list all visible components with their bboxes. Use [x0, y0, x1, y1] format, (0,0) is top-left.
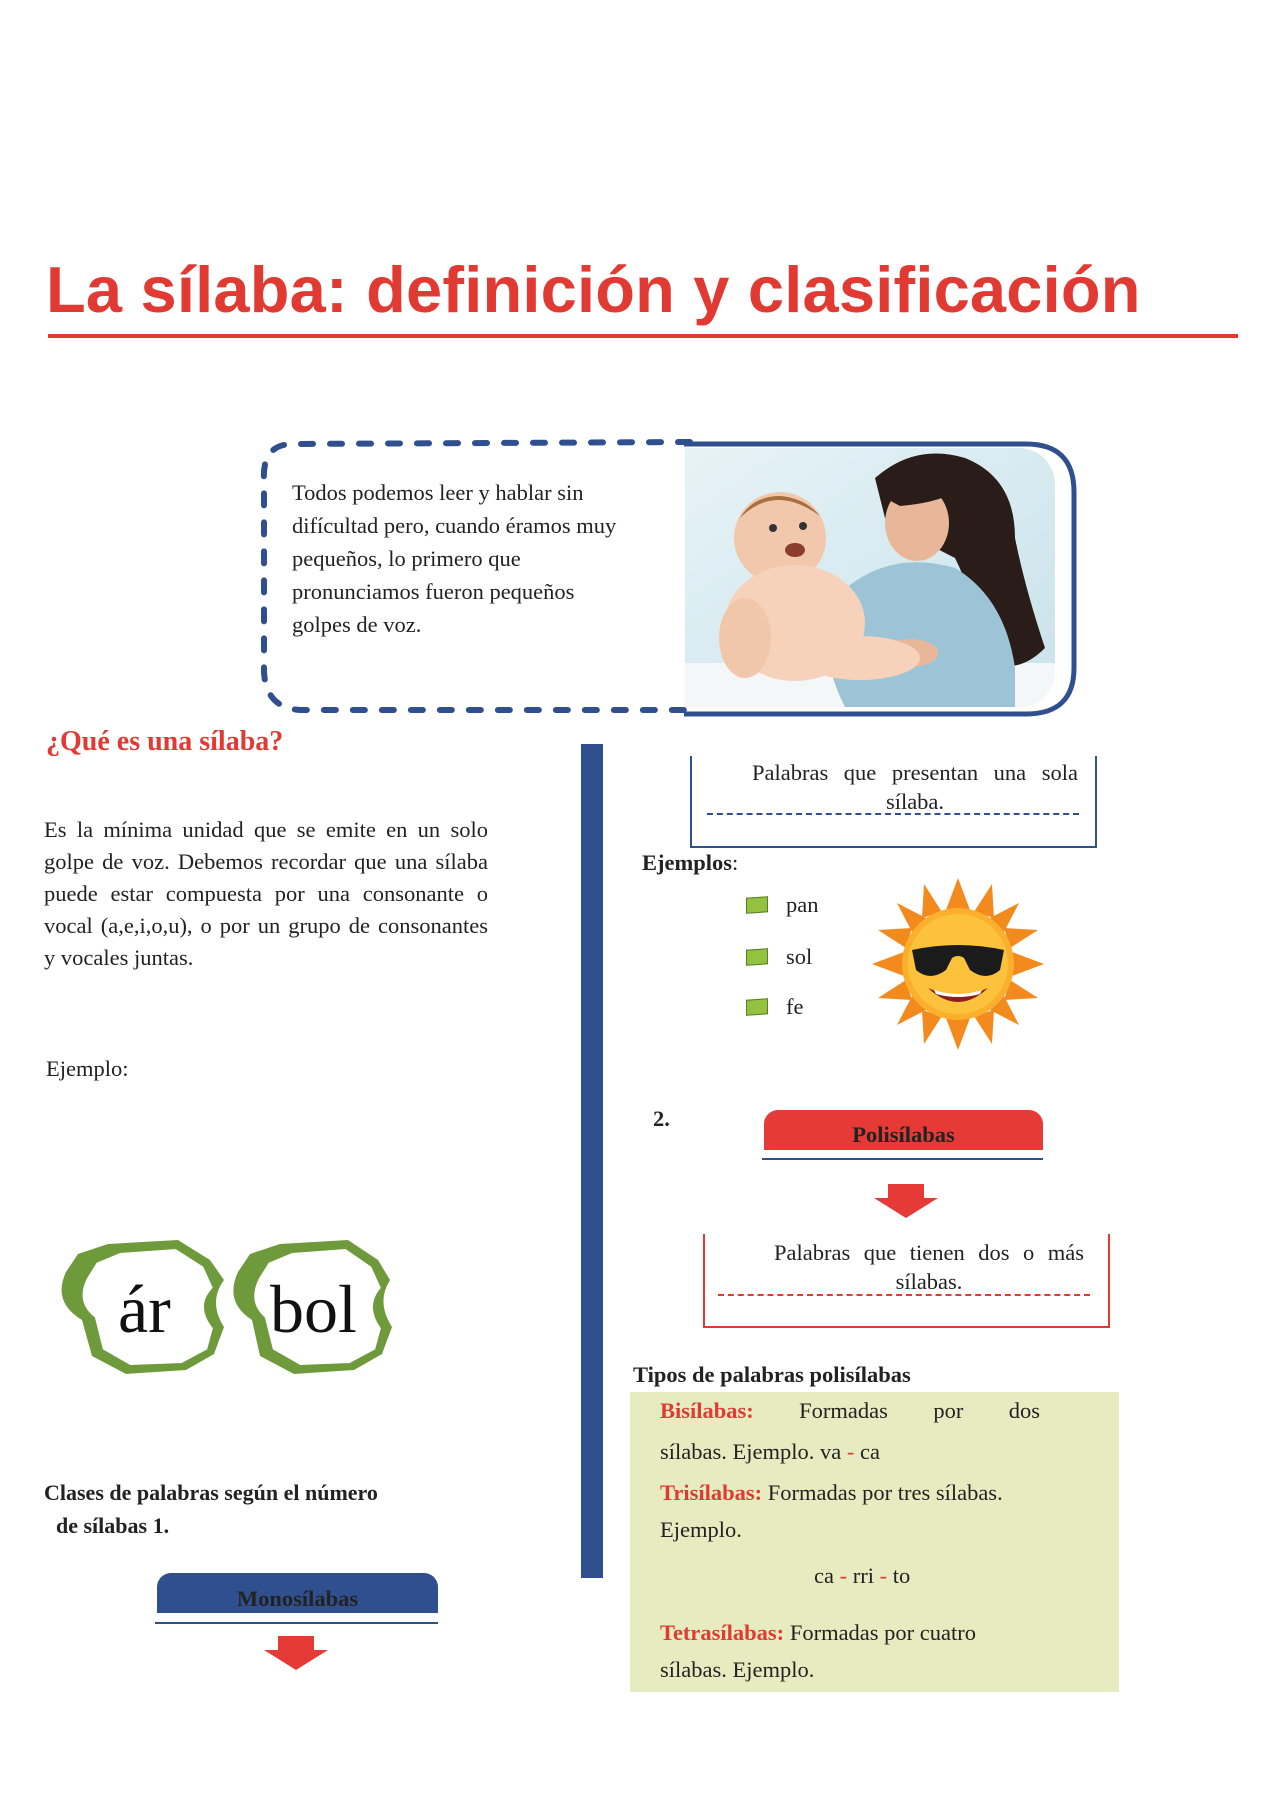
bisilabas-example-text: sílabas. Ejemplo. va	[660, 1439, 842, 1464]
mother-baby-photo	[685, 448, 1055, 707]
syllable-dash: -	[839, 1563, 848, 1588]
green-bullet-icon	[746, 948, 768, 966]
types-heading: Tipos de palabras polisílabas	[633, 1362, 911, 1387]
syllable: to	[892, 1563, 911, 1588]
trisilabas-line2: Ejemplo.	[660, 1517, 742, 1542]
bisilabas-line2	[660, 1439, 880, 1465]
classes-heading-line2: de sílabas 1.	[56, 1513, 170, 1538]
tetrasilabas-line2: sílabas. Ejemplo.	[660, 1657, 815, 1682]
tetrasilabas-label: Tetrasílabas:	[660, 1620, 785, 1645]
polisilabas-tab: Polisílabas	[764, 1110, 1043, 1150]
list-item	[746, 892, 819, 918]
example-word: pan	[786, 892, 819, 917]
list-item	[746, 994, 803, 1020]
page-title: La sílaba: definición y clasificación	[46, 253, 1141, 326]
green-bullet-icon	[746, 998, 768, 1016]
bisilabas-example-end: ca	[859, 1439, 880, 1464]
examples-label-text: Ejemplos	[642, 850, 732, 875]
syllable-dash: -	[846, 1439, 855, 1464]
sun-sunglasses-icon	[868, 874, 1048, 1054]
section-number: 2.	[653, 1106, 670, 1131]
bisilabas-word: Formadas	[799, 1398, 888, 1423]
example-word: fe	[786, 994, 804, 1019]
syllable-bol: bol	[270, 1271, 357, 1347]
trisilabas-line1	[660, 1480, 1003, 1506]
example-word: sol	[786, 944, 813, 969]
syllable: ca	[814, 1563, 834, 1588]
monosilabas-tab: Monosílabas	[157, 1573, 438, 1613]
syllable-ar: ár	[118, 1271, 171, 1347]
trisilabas-example	[814, 1563, 910, 1589]
column-divider	[581, 744, 603, 1578]
down-arrow-icon	[262, 1636, 332, 1672]
examples-label	[642, 850, 738, 876]
examples-colon: :	[732, 850, 739, 875]
polisilabas-tab-underline	[762, 1158, 1043, 1160]
example-label: Ejemplo:	[46, 1056, 129, 1081]
down-arrow-icon	[872, 1184, 942, 1220]
question-heading: ¿Qué es una sílaba?	[46, 726, 284, 757]
list-item	[746, 944, 812, 970]
bisilabas-word: dos	[1008, 1398, 1040, 1423]
green-bullet-icon	[746, 896, 768, 914]
bisilabas-line1	[660, 1398, 1040, 1424]
bisilabas-word: por	[933, 1398, 964, 1423]
title-underline	[48, 334, 1238, 338]
bisilabas-label: Bisílabas:	[660, 1398, 754, 1423]
monosyllable-dashed-line	[707, 813, 1079, 815]
intro-text: Todos podemos leer y hablar sin difícultad pero, cuando éramos muy pequeños, lo primero que pronunciamos fueron pequeños golpes de voz.	[292, 480, 617, 637]
monosilabas-tab-underline	[155, 1622, 438, 1624]
monosyllable-definition-text: Palabras que presentan una sola sílaba.	[752, 760, 1078, 814]
syllable-dash: -	[879, 1563, 888, 1588]
classes-heading	[44, 1476, 378, 1542]
classes-heading-line1: Clases de palabras según el número	[44, 1480, 378, 1505]
trisilabas-text: Formadas por tres sílabas.	[767, 1480, 1003, 1505]
tetrasilabas-line1	[660, 1620, 976, 1646]
tetrasilabas-text: Formadas por cuatro	[789, 1620, 977, 1645]
trisilabas-label: Trisílabas:	[660, 1480, 763, 1505]
definition-text: Es la mínima unidad que se emite en un solo golpe de voz. Debemos recordar que una sílaba puede estar compuesta por una consonante o vocal (a,e,i,o,u), o por un grupo de consonantes y vocales juntas.	[44, 817, 488, 970]
polysyllable-dashed-line	[718, 1294, 1090, 1296]
syllable: rri	[852, 1563, 874, 1588]
polysyllable-definition-text: Palabras que tienen dos o más sílabas.	[774, 1240, 1084, 1294]
